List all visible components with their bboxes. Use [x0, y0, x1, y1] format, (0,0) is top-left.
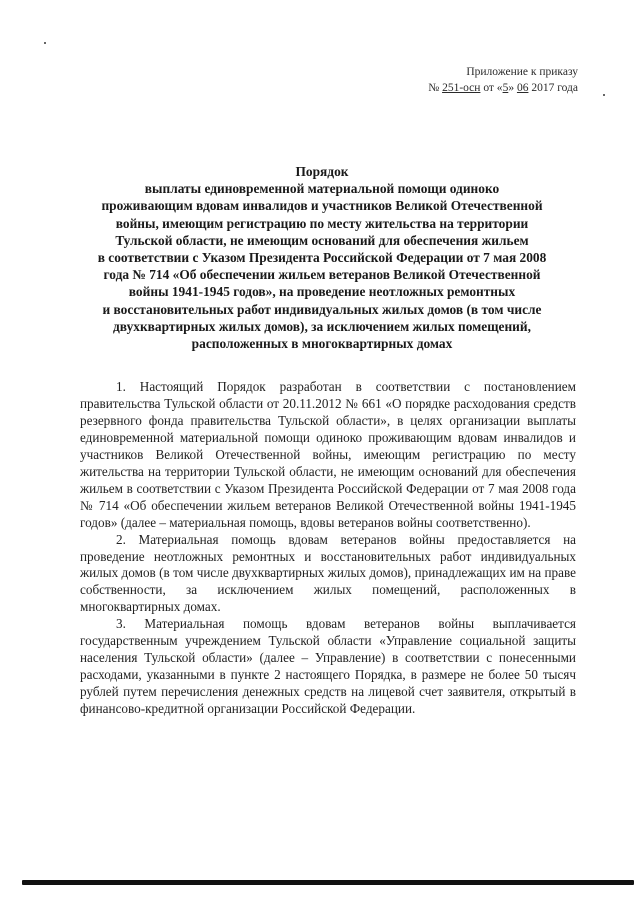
title-line: в соответствии с Указом Президента Российской Федерации от 7 мая 2008 [97, 250, 547, 266]
title-line: проживающим вдовам инвалидов и участников Великой Отечественной [101, 198, 543, 214]
title-line: войны 1941-1945 годов», на проведение неотложных ремонтных [128, 284, 516, 300]
paragraph-1: 1. Настоящий Порядок разработан в соответствии с постановлением правительства Тульской области от 20.11.2012 № 661 «О порядке расходования средств резервного фонда правительства Тульской области», в целях организации выплаты единовременной материальной помощи одиноко проживающим вдовам инвалидов и участников Великой Отечественной войны, имеющим регистрацию по месту жительства на территории Тульской области, не имеющим оснований для обеспечения жильем в соответствии с Указом Президента Российской Федерации от 7 мая 2008 года № 714 «Об обеспечении жильем ветеранов Великой Отечественной войны 1941-1945 годов» (далее – материальная помощь, вдовы ветеранов войны соответственно). [80, 379, 576, 530]
paragraph-2: 2. Материальная помощь вдовам ветеранов войны предоставляется на проведение неотложных ремонтных и восстановительных работ индивидуальных жилых домов (в том числе двухквартирных жилых домов), принадлежащих им на праве собственности, за исключением жилых помещений, расположенных в многоквартирных домах. [80, 531, 576, 615]
title-line: двухквартирных жилых домов), за исключением жилых помещений, [113, 318, 531, 334]
order-reference [428, 80, 578, 96]
title-line: выплаты единовременной материальной помощи одиноко [144, 181, 500, 197]
year-suffix: 2017 года [528, 82, 578, 94]
scan-artifact [44, 42, 46, 44]
attachment-label: Приложение к приказу [466, 66, 578, 78]
title-line: Порядок [295, 164, 349, 179]
title-line: и восстановительных работ индивидуальных жилых домов (в том числе [102, 301, 542, 317]
scan-edge-bar [22, 880, 634, 885]
number-prefix: № [428, 82, 443, 94]
title-line: года № 714 «Об обеспечении жильем ветеранов Великой Отечественной [103, 267, 541, 283]
order-day: 5 [502, 82, 509, 94]
title-line: войны, имеющим регистрацию по месту жительства на территории [115, 215, 529, 231]
order-number: 251-осн [442, 82, 481, 94]
day-suffix: » [508, 82, 517, 94]
document-body [80, 379, 576, 718]
order-attachment-header [428, 64, 578, 96]
order-month: 06 [516, 82, 529, 94]
paragraph-3: 3. Материальная помощь вдовам ветеранов войны выплачивается государственным учреждением Тульской области «Управление социальной защиты населения Тульской области» (далее – Управление) в соответствии с понесенными расходами, указанными в пункте 2 настоящего Порядка, в размере не более 50 тысяч рублей путем перечисления денежных средств на лицевой счет заявителя, открытый в финансово-кредитной организации Российской Федерации. [80, 616, 576, 717]
document-title [72, 163, 572, 352]
title-line: расположенных в многоквартирных домах [191, 336, 453, 352]
title-line: Тульской области, не имеющим оснований для обеспечения жильем [115, 232, 529, 248]
date-prefix: от « [480, 82, 503, 94]
scan-artifact [603, 94, 605, 96]
